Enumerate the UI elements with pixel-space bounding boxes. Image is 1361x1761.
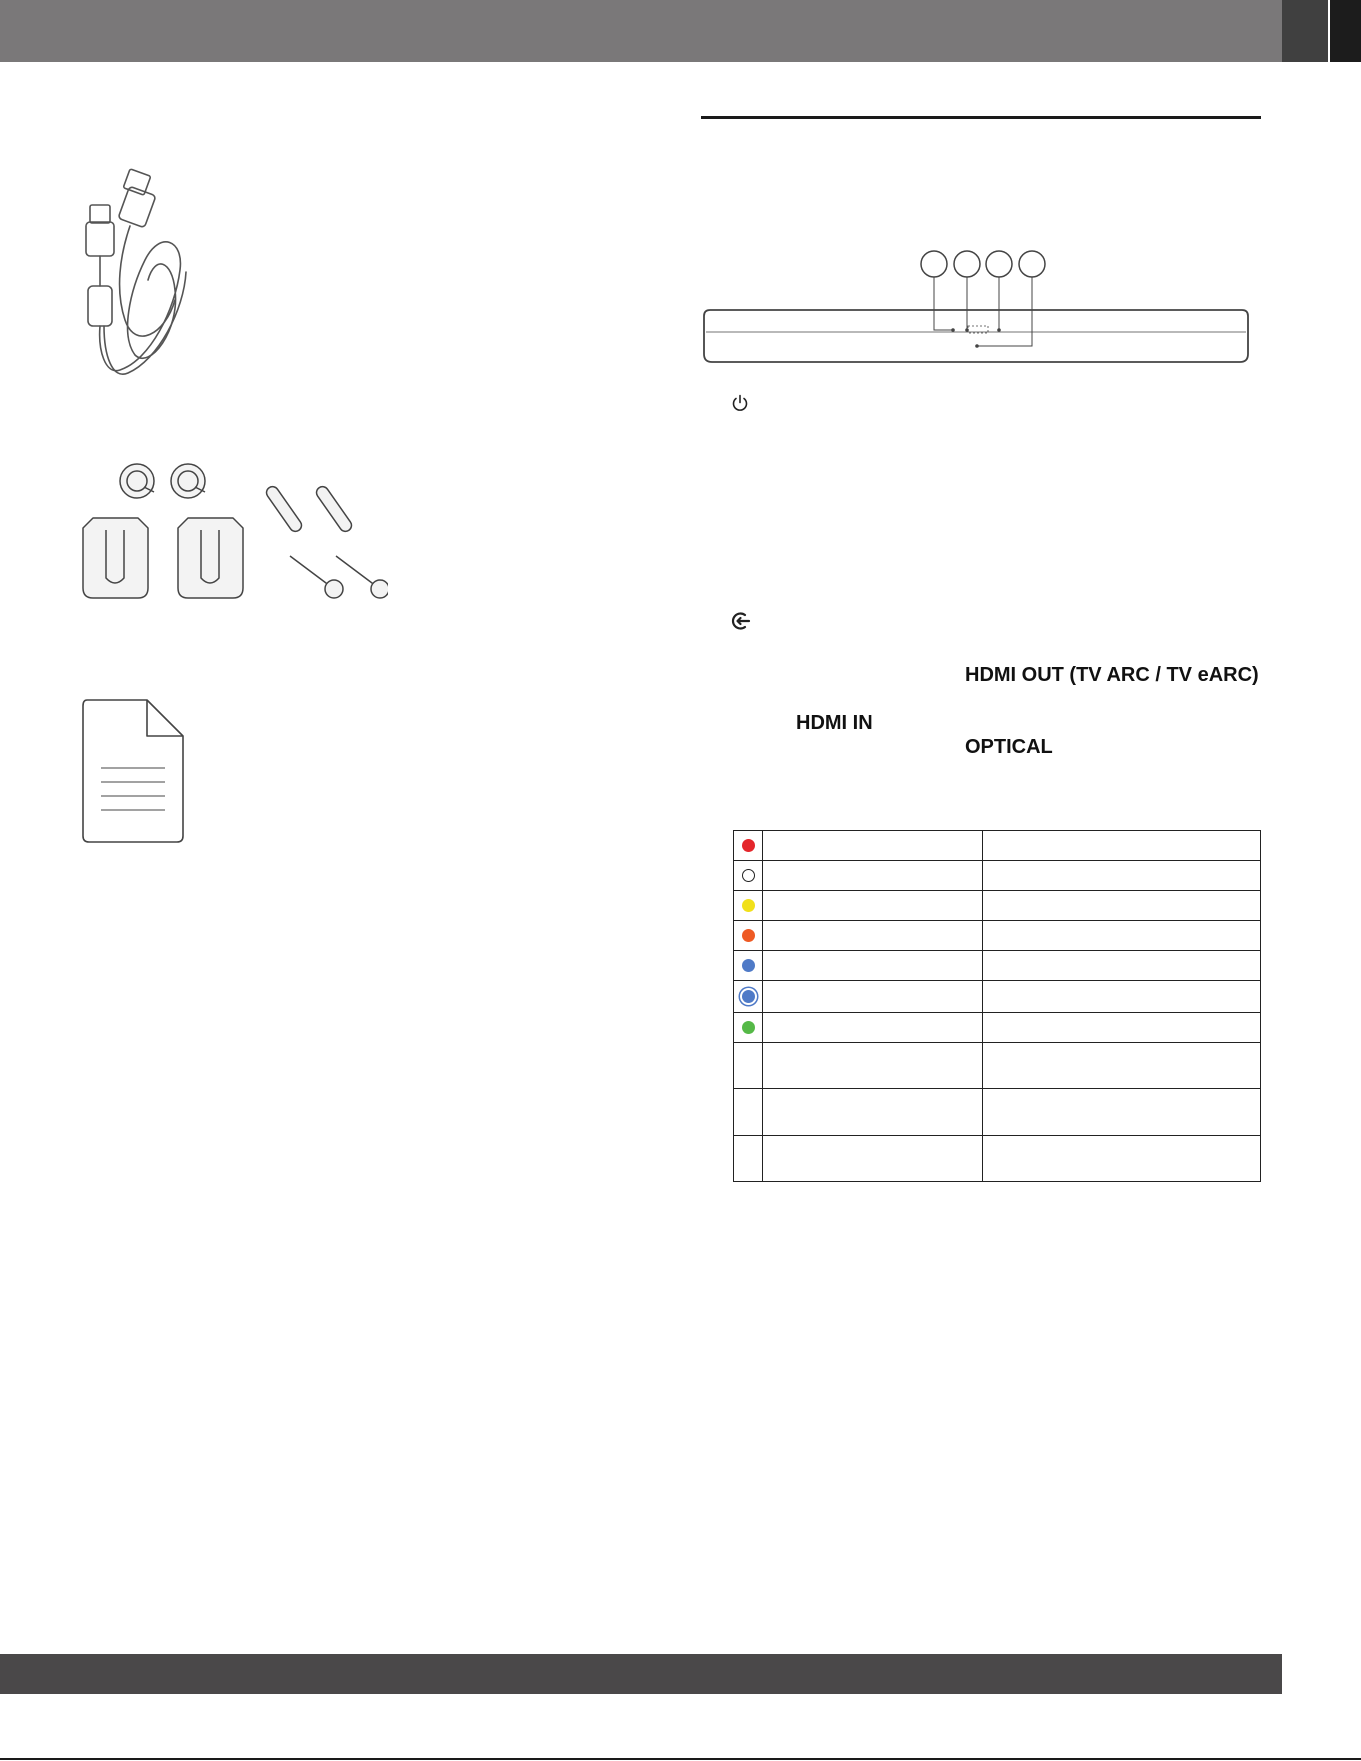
hdmi-cable-illustration — [80, 160, 230, 385]
hdmi-in-label: HDMI IN — [796, 712, 873, 734]
led-indicator-cell — [734, 951, 763, 981]
document-illustration — [81, 698, 185, 844]
table-cell — [983, 1013, 1261, 1043]
callout-circle-1 — [921, 251, 947, 277]
source-input-icon — [730, 610, 752, 637]
table-cell — [983, 891, 1261, 921]
led-indicator-cell — [734, 1043, 763, 1089]
solid-blue-led-icon — [742, 959, 755, 972]
solid-orange-led-icon — [742, 929, 755, 942]
table-row — [734, 981, 1261, 1013]
led-indicator-table — [733, 830, 1261, 1182]
header-bar — [0, 0, 1282, 62]
header-tab-dark — [1330, 0, 1361, 62]
led-indicator-cell — [734, 1136, 763, 1182]
footer-bar — [0, 1654, 1282, 1694]
table-cell — [983, 981, 1261, 1013]
table-cell — [763, 831, 983, 861]
table-cell — [763, 891, 983, 921]
table-cell — [763, 861, 983, 891]
solid-yellow-led-icon — [742, 899, 755, 912]
table-row — [734, 861, 1261, 891]
optical-label: OPTICAL — [965, 736, 1053, 758]
table-cell — [983, 861, 1261, 891]
section-rule — [701, 116, 1261, 119]
solid-white-led-icon — [742, 869, 755, 882]
led-indicator-cell — [734, 861, 763, 891]
hdmi-out-label: HDMI OUT (TV ARC / TV eARC) — [965, 664, 1259, 686]
led-indicator-cell — [734, 1013, 763, 1043]
solid-red-led-icon — [742, 839, 755, 852]
table-cell — [763, 951, 983, 981]
footer-rule — [0, 1758, 1361, 1760]
table-cell — [763, 1013, 983, 1043]
table-cell — [983, 1089, 1261, 1136]
led-indicator-cell — [734, 921, 763, 951]
flashing-blue-led-icon — [742, 990, 755, 1003]
header-tab — [1282, 0, 1328, 62]
table-cell — [983, 1043, 1261, 1089]
callout-circle-4 — [1019, 251, 1045, 277]
table-cell — [983, 921, 1261, 951]
callout-circle-2 — [954, 251, 980, 277]
table-cell — [763, 921, 983, 951]
solid-green-led-icon — [742, 1021, 755, 1034]
table-row — [734, 1043, 1261, 1089]
table-cell — [983, 831, 1261, 861]
callout-circle-3 — [986, 251, 1012, 277]
led-indicator-cell — [734, 831, 763, 861]
table-cell — [763, 981, 983, 1013]
table-row — [734, 1089, 1261, 1136]
table-cell — [983, 1136, 1261, 1182]
table-cell — [763, 1089, 983, 1136]
table-row — [734, 921, 1261, 951]
table-cell — [763, 1136, 983, 1182]
table-row — [734, 831, 1261, 861]
led-indicator-cell — [734, 1089, 763, 1136]
table-row — [734, 1013, 1261, 1043]
led-indicator-cell — [734, 891, 763, 921]
power-icon — [730, 393, 750, 418]
table-row — [734, 891, 1261, 921]
led-indicator-cell — [734, 981, 763, 1013]
table-cell — [763, 1043, 983, 1089]
soundbar-illustration — [700, 248, 1252, 366]
wall-mount-kit-illustration — [78, 458, 388, 604]
table-row — [734, 1136, 1261, 1182]
table-cell — [983, 951, 1261, 981]
table-row — [734, 951, 1261, 981]
